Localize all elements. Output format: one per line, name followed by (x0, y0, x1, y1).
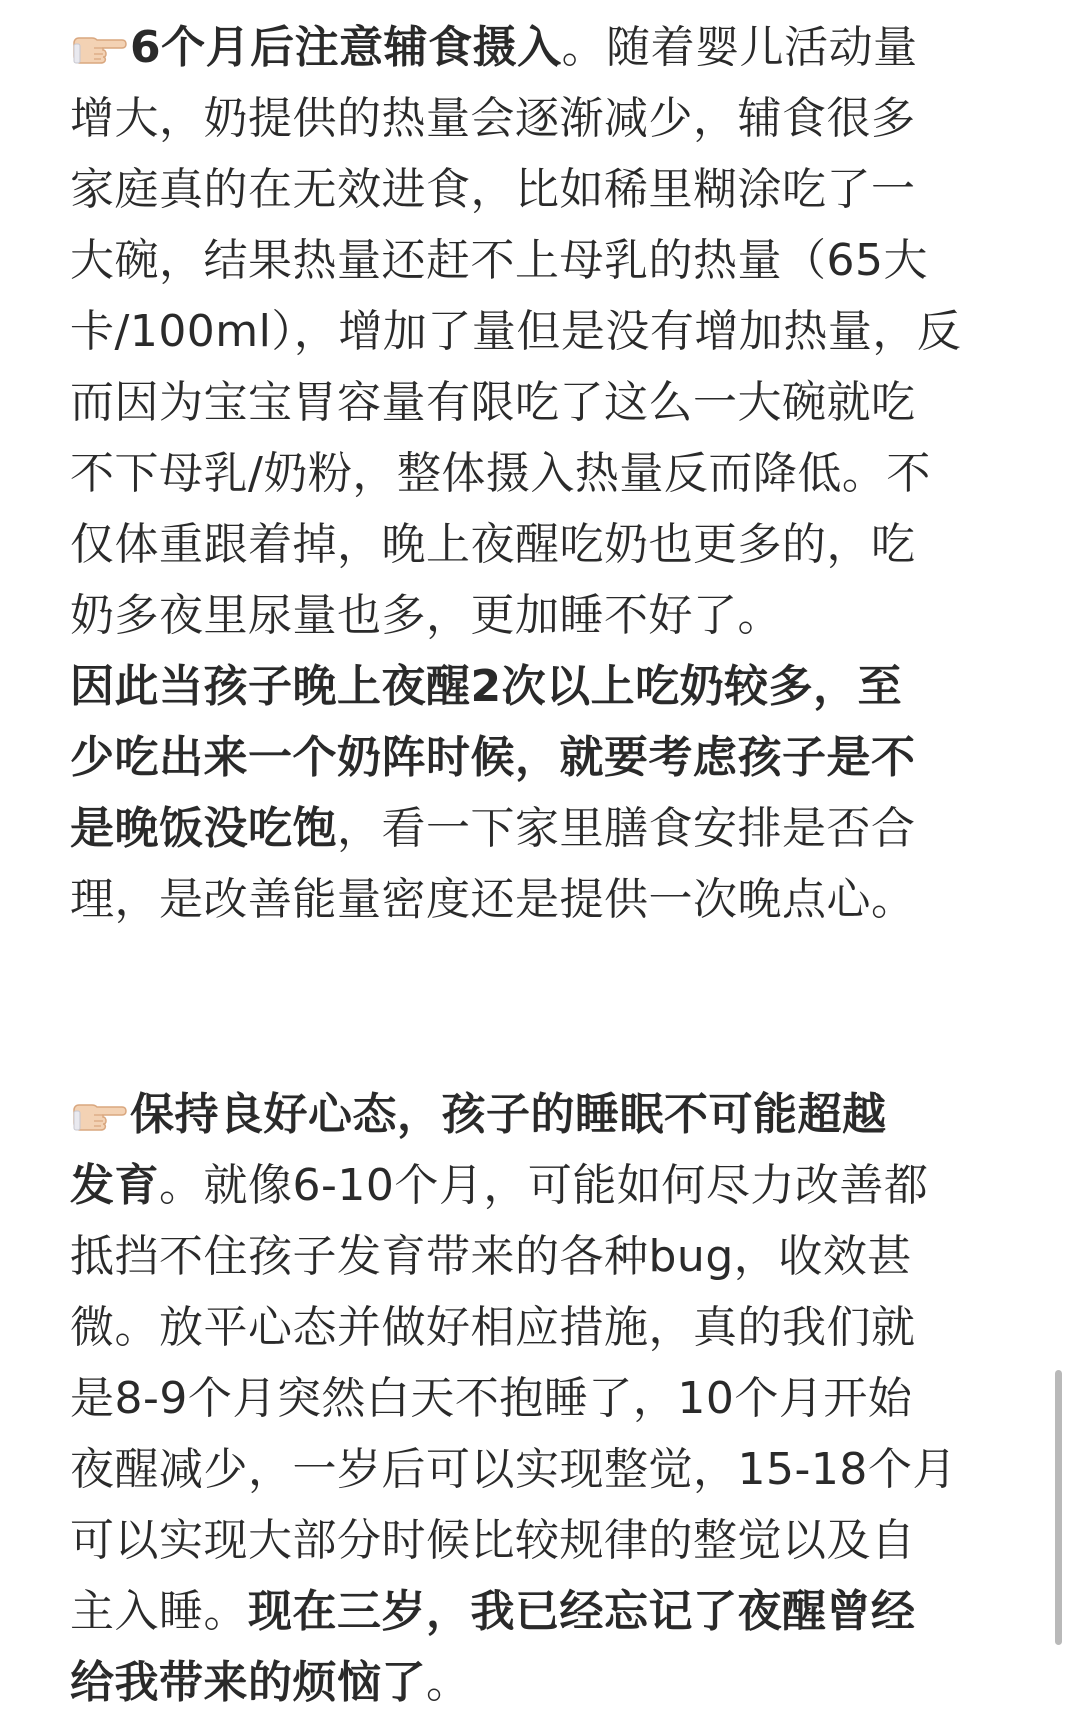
line-22-seg-1: 给我带来的烦恼了 (70, 1657, 426, 1708)
line-15-seg-2: 。就像6-10个月，可能如何尽力改善都 (159, 1160, 929, 1211)
text-line-7 (0, 438, 1080, 509)
line-6-seg-1: 而因为宝宝胃容量有限吃了这么一大碗就吃 (70, 377, 916, 428)
line-14-seg-1: 保持良好心态，孩子的睡眠不可能超越 (130, 1089, 887, 1140)
note-body (0, 12, 1080, 1718)
text-line-1 (0, 12, 1080, 83)
text-line-5 (0, 296, 1080, 367)
text-line-19 (0, 1434, 1080, 1505)
text-line-6 (0, 367, 1080, 438)
paragraph-gap (0, 935, 1080, 1079)
line-15-seg-1: 发育 (70, 1160, 159, 1211)
line-21-seg-2: 现在三岁，我已经忘记了夜醒曾经 (248, 1586, 916, 1637)
text-line-8 (0, 509, 1080, 580)
text-line-18 (0, 1363, 1080, 1434)
line-8-seg-1: 仅体重跟着掉，晚上夜醒吃奶也更多的，吃 (70, 519, 916, 570)
text-line-10 (0, 651, 1080, 722)
text-line-4 (0, 225, 1080, 296)
text-line-11 (0, 722, 1080, 793)
line-20-seg-1: 可以实现大部分时候比较规律的整觉以及自 (70, 1515, 916, 1566)
pointing-hand-icon (70, 15, 128, 45)
line-1-seg-1: 6个月后注意辅食摄入 (130, 22, 562, 73)
line-9-seg-1: 奶多夜里尿量也多，更加睡不好了。 (70, 590, 782, 641)
pointing-hand-icon (70, 1082, 128, 1112)
line-4-seg-1: 大碗，结果热量还赶不上母乳的热量（65大 (70, 235, 928, 286)
line-5-seg-1: 卡/100ml），增加了量但是没有增加热量，反 (70, 306, 962, 357)
text-line-14 (0, 1079, 1080, 1150)
text-line-13 (0, 864, 1080, 935)
text-line-22 (0, 1647, 1080, 1718)
line-21-seg-1: 主入睡。 (70, 1586, 248, 1637)
line-2-seg-1: 增大，奶提供的热量会逐渐减少，辅食很多 (70, 93, 916, 144)
line-22-seg-2: 。 (426, 1657, 471, 1708)
text-line-16 (0, 1221, 1080, 1292)
text-line-17 (0, 1292, 1080, 1363)
line-11-seg-1: 少吃出来一个奶阵时候，就要考虑孩子是不 (70, 732, 916, 783)
text-line-21 (0, 1576, 1080, 1647)
line-12-seg-1: 是晚饭没吃饱 (70, 803, 337, 854)
line-18-seg-1: 是8-9个月突然白天不抱睡了，10个月开始 (70, 1373, 913, 1424)
line-16-seg-1: 抵挡不住孩子发育带来的各种bug，收效甚 (70, 1231, 912, 1282)
text-line-20 (0, 1505, 1080, 1576)
text-line-9 (0, 580, 1080, 651)
text-line-2 (0, 83, 1080, 154)
line-10-seg-1: 因此当孩子晚上夜醒2次以上吃奶较多，至 (70, 661, 903, 712)
line-7-seg-1: 不下母乳/奶粉，整体摄入热量反而降低。不 (70, 448, 931, 499)
text-line-12 (0, 793, 1080, 864)
line-13-seg-1: 理，是改善能量密度还是提供一次晚点心。 (70, 874, 916, 925)
line-12-seg-2: ，看一下家里膳食安排是否合 (337, 803, 916, 854)
scrollbar[interactable] (1055, 1370, 1062, 1645)
line-1-seg-2: 。随着婴儿活动量 (561, 22, 918, 73)
line-19-seg-1: 夜醒减少，一岁后可以实现整觉，15-18个月 (70, 1444, 957, 1495)
line-3-seg-1: 家庭真的在无效进食，比如稀里糊涂吃了一 (70, 164, 916, 215)
text-line-3 (0, 154, 1080, 225)
line-17-seg-1: 微。放平心态并做好相应措施，真的我们就 (70, 1302, 916, 1353)
text-line-15 (0, 1150, 1080, 1221)
